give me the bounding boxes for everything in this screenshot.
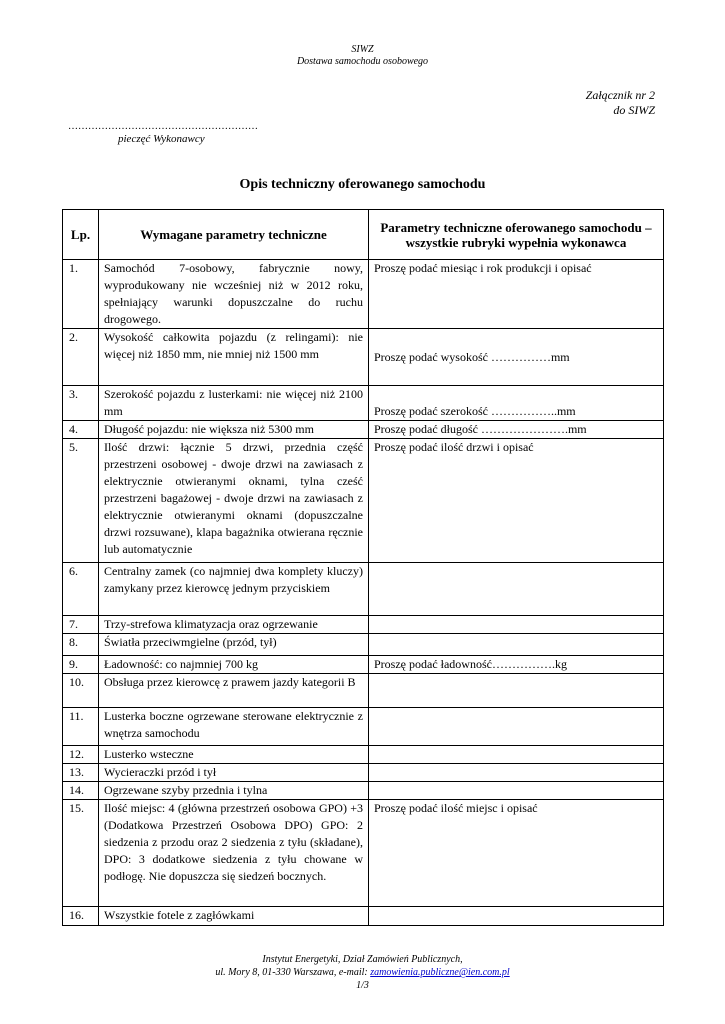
- row-number: 9.: [63, 656, 99, 674]
- row-offered-value: [369, 634, 664, 656]
- row-offered-value: Proszę podać długość ………………….mm: [369, 421, 664, 439]
- row-number: 10.: [63, 674, 99, 708]
- row-requirement: Ilość miejsc: 4 (główna przestrzeń osobowa GPO) +3 (Dodatkowa Przestrzeń Osobowa DPO) GPO: 2 siedzenia z przodu oraz 2 siedzenia z tyłu (składane), DPO: 3 dodatkowe siedzenia z tyłu chowane w podłogę. Nie dopuszcza się siedzeń bocznych.: [99, 800, 369, 907]
- row-requirement: Długość pojazdu: nie większa niż 5300 mm: [99, 421, 369, 439]
- table-row: [63, 260, 664, 329]
- footer-address: [0, 966, 725, 979]
- row-number: 1.: [63, 260, 99, 329]
- table-row: [63, 764, 664, 782]
- row-offered-value: [369, 616, 664, 634]
- footer-address-text: ul. Mory 8, 01-330 Warszawa, e-mail:: [215, 967, 371, 978]
- row-number: 5.: [63, 439, 99, 563]
- row-number: 8.: [63, 634, 99, 656]
- row-offered-value: Proszę podać ładowność…………….kg: [369, 656, 664, 674]
- row-offered-value: [369, 746, 664, 764]
- header-lp: Lp.: [63, 210, 99, 260]
- table-row: [63, 656, 664, 674]
- table-row: [63, 674, 664, 708]
- row-requirement: Ładowność: co najmniej 700 kg: [99, 656, 369, 674]
- page-title: Opis techniczny oferowanego samochodu: [239, 177, 486, 192]
- row-requirement: Centralny zamek (co najmniej dwa komplety kluczy) zamykany przez kierowcę jednym przyciskiem: [99, 563, 369, 616]
- table-row: [63, 386, 664, 421]
- row-requirement: Ogrzewane szyby przednia i tylna: [99, 782, 369, 800]
- footer-email-link[interactable]: zamowienia.publiczne@ien.com.pl: [370, 967, 510, 978]
- annex-line1: Załącznik nr 2: [585, 88, 655, 102]
- row-offered-value: [369, 563, 664, 616]
- annex-label: [586, 88, 655, 118]
- table-row: [63, 800, 664, 907]
- header-required: Wymagane parametry techniczne: [99, 210, 369, 260]
- row-requirement: Trzy-strefowa klimatyzacja oraz ogrzewanie: [99, 616, 369, 634]
- row-number: 4.: [63, 421, 99, 439]
- table-row: [63, 907, 664, 926]
- row-number: 16.: [63, 907, 99, 926]
- row-requirement: Lusterka boczne ogrzewane sterowane elektrycznie z wnętrza samochodu: [99, 708, 369, 746]
- row-offered-value: Proszę podać ilość drzwi i opisać: [369, 439, 664, 563]
- header-siwz: SIWZ: [351, 44, 374, 55]
- stamp-label: pieczęć Wykonawcy: [118, 133, 205, 145]
- row-number: 14.: [63, 782, 99, 800]
- annex-line2: do SIWZ: [613, 103, 655, 117]
- row-requirement: Światła przeciwmgielne (przód, tył): [99, 634, 369, 656]
- row-offered-value: [369, 907, 664, 926]
- row-number: 3.: [63, 386, 99, 421]
- row-requirement: Ilość drzwi: łącznie 5 drzwi, przednia część przestrzeni osobowej - dwoje drzwi na zawiasach z elektrycznie otwieranymi oknami, tylna cześć przestrzeni bagażowej - dwoje drzwi na zawiasach z elektrycznie otwieranymi oknami (dopuszczalne drzwi rozsuwane), klapa bagażnika otwierana ręcznie lub automatycznie: [99, 439, 369, 563]
- row-offered-value: Proszę podać ilość miejsc i opisać: [369, 800, 664, 907]
- table-header-row: [63, 210, 664, 260]
- row-number: 12.: [63, 746, 99, 764]
- table-row: [63, 634, 664, 656]
- row-requirement: Wycieraczki przód i tył: [99, 764, 369, 782]
- table-row: [63, 563, 664, 616]
- row-number: 7.: [63, 616, 99, 634]
- row-offered-value: Proszę podać miesiąc i rok produkcji i opisać: [369, 260, 664, 329]
- footer-institute: Instytut Energetyki, Dział Zamówień Publicznych,: [262, 954, 463, 965]
- footer: [0, 953, 725, 992]
- row-requirement: Samochód 7-osobowy, fabrycznie nowy, wyprodukowany nie wcześniej niż w 2012 roku, spełniający warunki dopuszczalne do ruchu drogowego.: [99, 260, 369, 329]
- row-offered-value: [369, 764, 664, 782]
- table-row: [63, 708, 664, 746]
- table-row: [63, 782, 664, 800]
- row-requirement: Wysokość całkowita pojazdu (z relingami): nie więcej niż 1850 mm, nie mniej niż 1500 mm: [99, 329, 369, 386]
- row-number: 15.: [63, 800, 99, 907]
- row-requirement: Wszystkie fotele z zagłówkami: [99, 907, 369, 926]
- row-offered-value: [369, 708, 664, 746]
- row-number: 13.: [63, 764, 99, 782]
- table-row: [63, 329, 664, 386]
- row-offered-value: Proszę podać szerokość ……………..mm: [369, 386, 664, 421]
- table-row: [63, 746, 664, 764]
- row-requirement: Szerokość pojazdu z lusterkami: nie więcej niż 2100 mm: [99, 386, 369, 421]
- row-offered-value: [369, 674, 664, 708]
- header-offered: Parametry techniczne oferowanego samochodu – wszystkie rubryki wypełnia wykonawca: [369, 210, 664, 260]
- row-number: 2.: [63, 329, 99, 386]
- header-subject: Dostawa samochodu osobowego: [296, 56, 429, 67]
- stamp-dots: …………………………………………………: [68, 121, 258, 132]
- table-row: [63, 439, 664, 563]
- row-requirement: Obsługa przez kierowcę z prawem jazdy kategorii B: [99, 674, 369, 708]
- row-number: 6.: [63, 563, 99, 616]
- row-offered-value: Proszę podać wysokość ……………mm: [369, 329, 664, 386]
- table-row: [63, 421, 664, 439]
- table-row: [63, 616, 664, 634]
- row-requirement: Lusterko wsteczne: [99, 746, 369, 764]
- row-offered-value: [369, 782, 664, 800]
- row-number: 11.: [63, 708, 99, 746]
- specs-table: [62, 209, 664, 926]
- page-number: 1/3: [356, 980, 369, 991]
